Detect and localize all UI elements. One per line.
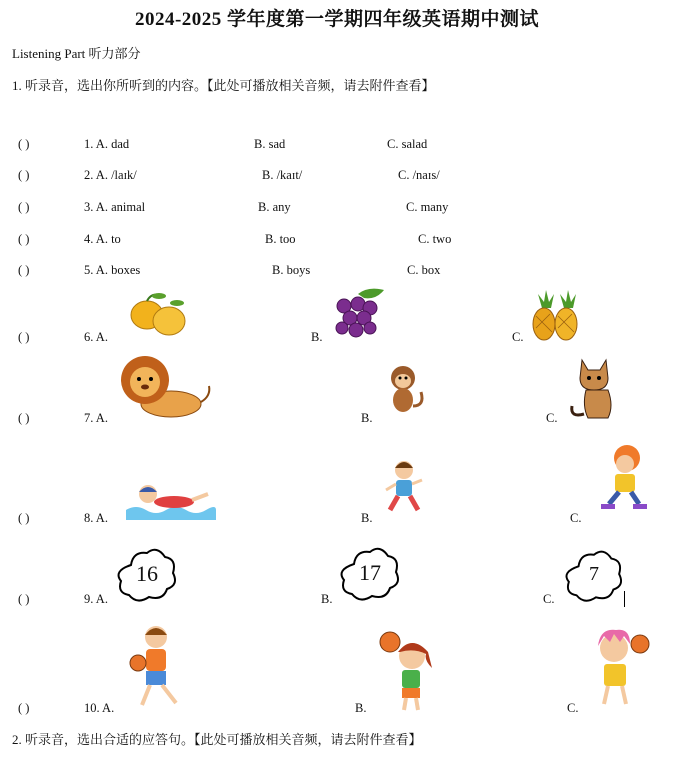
swimming-icon [124,474,216,522]
monkey-icon [383,362,427,418]
answer-blank[interactable]: ( ) [18,701,30,715]
lion-icon [117,352,213,422]
option-c: C. [546,411,558,425]
option-b: B. [361,511,373,525]
cloud-number: 7 [589,563,599,585]
answer-blank[interactable]: ( ) [18,200,30,214]
option-b: B. too [265,232,296,246]
option-c: C. box [407,263,441,277]
option-a: 2. A. /laɪk/ [84,168,137,182]
option-b: B. [311,330,323,344]
section-1-instruction: 1. 听录音，选出你所听到的内容。【此处可播放相关音频，请去附件查看】 [12,78,435,93]
cat-icon [566,354,622,422]
text-cursor [624,591,625,607]
option-c: C. /naɪs/ [398,168,440,182]
answer-blank[interactable]: ( ) [18,511,30,525]
pineapple-icon [530,290,580,342]
basketball-kid-icon [590,628,656,710]
option-c: C. salad [387,137,428,151]
cloud-number-7 [565,548,623,604]
answer-blank[interactable]: ( ) [18,168,30,182]
option-a: 10. A. [84,701,115,715]
cloud-number-17 [340,546,400,602]
option-b: B. /kaɪt/ [262,168,303,182]
option-b: B. any [258,200,291,214]
answer-blank[interactable]: ( ) [18,592,30,606]
option-a: 9. A. [84,592,108,606]
option-c: C. [570,511,582,525]
option-a: 1. A. dad [84,137,130,151]
option-a: 3. A. animal [84,200,146,214]
running-icon [382,458,428,518]
option-b: B. [361,411,373,425]
option-b: B. [321,592,333,606]
option-a: 5. A. boxes [84,263,141,277]
option-c: C. [512,330,524,344]
option-b: B. [355,701,367,715]
cloud-number: 16 [136,561,158,586]
section-2-instruction: 2. 听录音，选出合适的应答句。【此处可播放相关音频，请去附件查看】 [12,732,422,747]
option-c: C. [567,701,579,715]
mango-icon [125,287,191,343]
page-title: 2024-2025 学年度第一学期四年级英语期中测试 [134,9,540,30]
option-c: C. [543,592,555,606]
option-a: 8. A. [84,511,108,525]
answer-blank[interactable]: ( ) [18,263,30,277]
option-a: 6. A. [84,330,108,344]
grapes-icon [330,284,392,342]
cloud-number: 17 [359,560,381,585]
option-b: B. sad [254,137,286,151]
part-label: Listening Part 听力部分 [12,46,141,61]
option-c: C. many [406,200,449,214]
basketball-girl-icon [374,630,438,714]
option-a: 7. A. [84,411,108,425]
option-c: C. two [418,232,452,246]
answer-blank[interactable]: ( ) [18,232,30,246]
basketball-boy-icon [126,623,194,711]
cloud-number-16 [117,547,177,603]
option-a: 4. A. to [84,232,121,246]
answer-blank[interactable]: ( ) [18,411,30,425]
answer-blank[interactable]: ( ) [18,137,30,151]
option-b: B. boys [272,263,311,277]
answer-blank[interactable]: ( ) [18,330,30,344]
skating-icon [591,442,655,518]
